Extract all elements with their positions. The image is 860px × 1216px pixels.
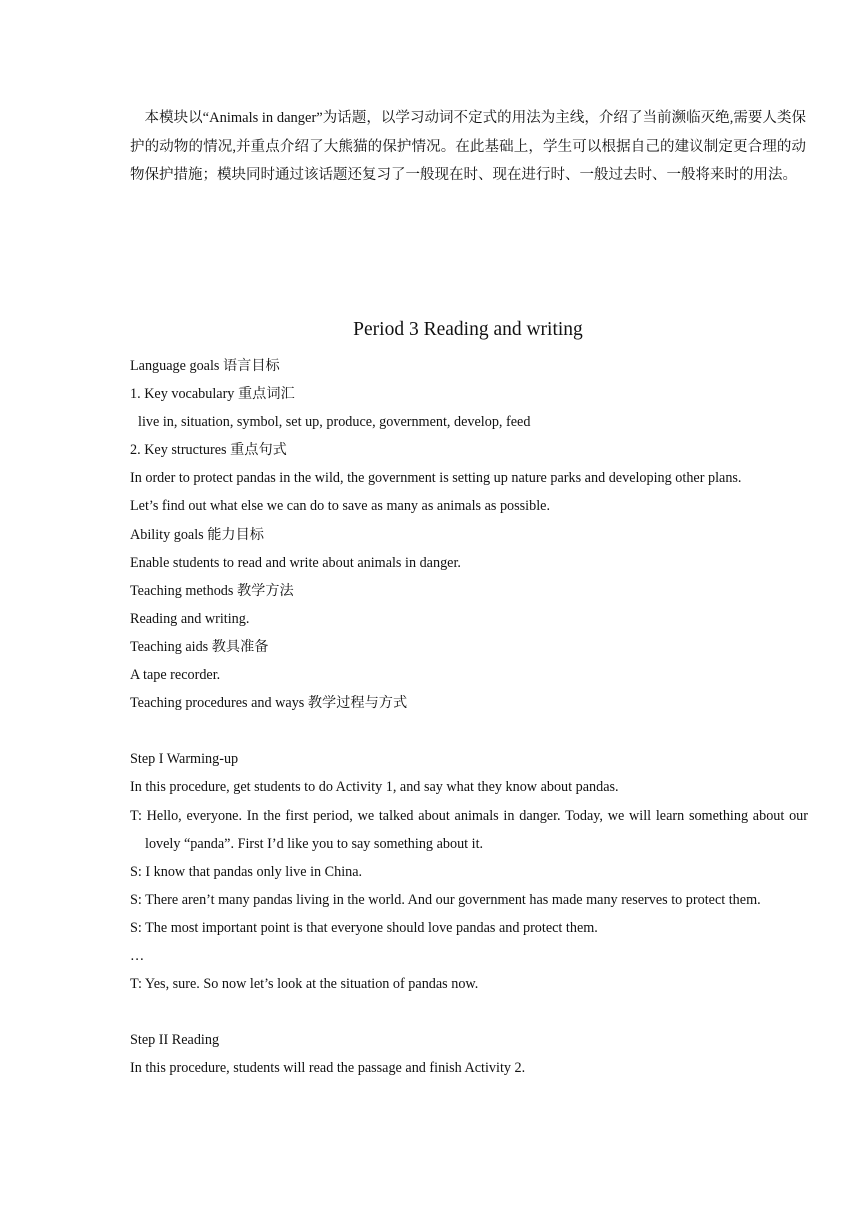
teaching-methods-text: Reading and writing.: [130, 610, 250, 627]
blank-line: [130, 717, 808, 745]
structure-sentence: Let’s find out what else we can do to save as many as animals as possible.: [130, 498, 551, 515]
blank-line: [130, 998, 808, 1026]
dialogue-line-teacher: T: Yes, sure. So now let’s look at the situation of pandas now.: [130, 976, 479, 993]
step-instruction: In this procedure, get students to do Activity 1, and say what they know about pandas.: [130, 779, 619, 796]
ability-goal-text: Enable students to read and write about animals in danger.: [130, 554, 461, 571]
section-heading-teaching-procedures: Teaching procedures and ways 教学过程与方式: [130, 695, 408, 712]
structure-sentence: In order to protect pandas in the wild, the government is setting up nature parks and developing other plans.: [130, 470, 742, 487]
step-instruction: In this procedure, students will read the passage and finish Activity 2.: [130, 1060, 526, 1077]
section-heading-ability-goals: Ability goals 能力目标: [130, 526, 264, 543]
section-heading-teaching-aids: Teaching aids 教具准备: [130, 638, 269, 655]
teaching-aids-text: A tape recorder.: [130, 667, 221, 684]
ellipsis-line: …: [130, 947, 145, 964]
section-heading-language-goals: Language goals 语言目标: [130, 358, 280, 374]
vocabulary-list: live in, situation, symbol, set up, produce, government, develop, feed: [138, 414, 531, 431]
step-heading-warming-up: Step I Warming-up: [130, 751, 239, 768]
dialogue-line-teacher: T: Hello, everyone. In the first period, we talked about animals in danger. Today, we will learn something about our lovely “panda”. First I’d like you to say something about it.: [130, 807, 808, 852]
dialogue-line-student: S: I know that pandas only live in China.: [130, 863, 363, 880]
section-heading-teaching-methods: Teaching methods 教学方法: [130, 582, 294, 599]
dialogue-line-student: S: The most important point is that everyone should love pandas and protect them.: [130, 919, 598, 936]
lesson-body: [130, 352, 808, 1082]
key-vocabulary-heading: 1. Key vocabulary 重点词汇: [130, 386, 295, 403]
module-intro-paragraph: 本模块以“Animals in danger”为话题，以学习动词不定式的用法为主线，介绍了当前濒临灭绝,需要人类保护的动物的情况,并重点介绍了大熊猫的保护情况。在此基础上，学生可以根据自己的建议制定更合理的动物保护措施；模块同时通过该话题还复习了一般现在时、现在进行时、一般过去时、一般将来时的用法。: [130, 110, 806, 183]
key-structures-heading: 2. Key structures 重点句式: [130, 442, 287, 459]
dialogue-line-student: S: There aren’t many pandas living in the world. And our government has made many reserves to protect them.: [130, 891, 761, 908]
period-title: Period 3 Reading and writing: [353, 319, 583, 340]
step-heading-reading: Step II Reading: [130, 1032, 220, 1049]
